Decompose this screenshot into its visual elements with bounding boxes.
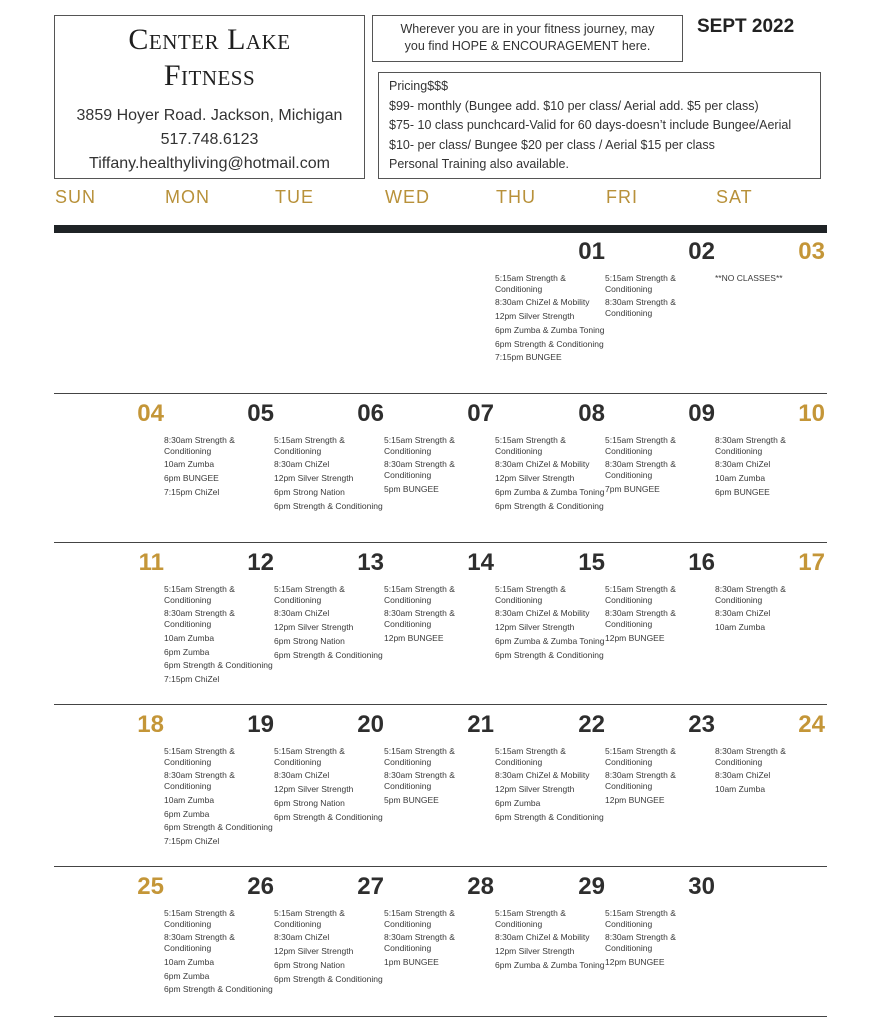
day-number: 22 [578,711,605,738]
class-list [605,908,715,971]
class-entry: 6pm Strength & Conditioning [164,660,273,671]
class-list [384,584,494,647]
day-number: 20 [357,711,384,738]
weekday-header-sat: SAT [716,187,753,207]
class-entry: 6pm Zumba & Zumba Toning [495,635,605,646]
class-entry: 7:15pm ChiZel [164,673,220,684]
class-entry: 5:15am Strength & Conditioning [274,584,345,605]
class-entry: 12pm Silver Strength [274,622,354,633]
class-entry: 12pm Silver Strength [274,473,354,484]
week-divider [54,542,827,543]
day-number: 29 [578,873,605,900]
class-entry: 8:30am ChiZel & Mobility [495,932,590,943]
day-number: 05 [247,400,274,427]
class-entry: 6pm Zumba [164,970,210,981]
class-entry: 6pm Zumba [164,808,210,819]
class-list [495,746,605,825]
class-entry: 5:15am Strength & Conditioning [605,584,676,605]
class-entry: 5pm BUNGEE [384,483,439,494]
pricing-line: $10- per class/ Bungee $20 per class / Aerial $15 per class [389,137,715,152]
class-entry: 6pm Zumba [495,797,541,808]
class-entry: 8:30am ChiZel & Mobility [495,770,590,781]
class-entry: 12pm Silver Strength [274,946,354,957]
class-entry: **NO CLASSES** [715,273,783,283]
class-entry: 5:15am Strength & Conditioning [384,435,455,456]
class-entry: 8:30am ChiZel [274,932,330,943]
class-entry: 7:15pm ChiZel [164,835,220,846]
class-list [605,435,715,498]
week-divider [54,866,827,867]
address: 3859 Hoyer Road. Jackson, Michigan [76,107,343,124]
class-entry: 5:15am Strength & Conditioning [605,908,676,929]
class-entry: 12pm Silver Strength [495,784,575,795]
class-entry: 10am Zumba [164,956,215,967]
pricing-box [378,72,821,179]
class-entry: 12pm Silver Strength [274,784,354,795]
class-entry: 8:30am Strength & Conditioning [164,770,235,792]
class-entry: 10am Zumba [715,622,766,633]
class-entry: 8:30am Strength & Conditioning [715,746,786,767]
day-number: 06 [357,400,384,427]
class-entry: 5:15am Strength & Conditioning [495,908,566,929]
class-entry: 5:15am Strength & Conditioning [495,584,566,605]
class-entry: 5:15am Strength & Conditioning [495,746,566,767]
class-entry: 5:15am Strength & Conditioning [164,584,235,605]
week-divider [54,1016,827,1017]
pricing-title: Pricing$$$ [389,79,449,93]
class-entry: 7:15pm ChiZel [164,486,220,497]
class-list [715,273,825,287]
class-entry: 6pm Strong Nation [274,797,345,808]
class-list [715,584,825,636]
class-entry: 5:15am Strength & Conditioning [495,273,566,294]
class-list [605,746,715,809]
class-list [605,273,715,322]
class-entry: 8:30am Strength & Conditioning [605,932,676,954]
day-number: 16 [688,549,715,576]
class-entry: 12pm BUNGEE [605,632,665,643]
class-entry: 8:30am ChiZel [274,770,330,781]
class-entry: 6pm Zumba [164,646,210,657]
day-number: 09 [688,400,715,427]
class-entry: 7pm BUNGEE [605,483,660,494]
class-list [384,908,494,971]
logo-contact-box [54,15,365,179]
weekday-header-thu: THU [496,187,536,207]
class-entry: 8:30am ChiZel [715,608,771,619]
day-number: 01 [578,238,605,265]
class-entry: 8:30am Strength & Conditioning [164,932,235,954]
day-number: 14 [467,549,494,576]
class-entry: 5:15am Strength & Conditioning [384,746,455,767]
class-entry: 10am Zumba [715,473,766,484]
email-address: Tiffany.healthyliving@hotmail.com [89,155,330,172]
class-list [715,435,825,501]
day-number: 27 [357,873,384,900]
day-number: 25 [137,873,164,900]
month-label: SEPT 2022 [697,16,795,37]
class-entry: 10am Zumba [164,632,215,643]
pricing-line: Personal Training also available. [389,157,569,171]
class-entry: 6pm Strength & Conditioning [274,649,383,660]
day-number: 30 [688,873,715,900]
logo-title-line1: Center Lake [128,23,291,56]
class-entry: 8:30am ChiZel & Mobility [495,297,590,308]
class-entry: 8:30am ChiZel & Mobility [495,608,590,619]
day-number: 08 [578,400,605,427]
day-number: 10 [798,400,825,427]
class-entry: 6pm Strength & Conditioning [495,811,604,822]
tagline-line1: Wherever you are in your fitness journey, may [400,22,655,36]
class-entry: 8:30am ChiZel [715,770,771,781]
class-entry: 10am Zumba [164,459,215,470]
class-entry: 8:30am ChiZel [715,459,771,470]
phone-number: 517.748.6123 [160,131,259,148]
class-list [495,584,605,663]
class-list [384,746,494,809]
class-entry: 8:30am Strength & Conditioning [384,770,455,792]
class-entry: 5:15am Strength & Conditioning [274,908,345,929]
class-entry: 6pm Strength & Conditioning [274,973,383,984]
class-entry: 6pm Zumba & Zumba Toning [495,486,605,497]
day-number: 07 [467,400,494,427]
class-list [605,584,715,647]
class-entry: 12pm Silver Strength [495,622,575,633]
week-divider [54,393,827,394]
weekday-header-sun: SUN [55,187,97,207]
class-list [164,746,274,850]
day-number: 12 [247,549,274,576]
day-number: 15 [578,549,605,576]
class-entry: 8:30am Strength & Conditioning [384,459,455,481]
class-list [274,908,384,987]
class-entry: 12pm BUNGEE [605,794,665,805]
class-entry: 6pm Strong Nation [274,959,345,970]
class-entry: 6pm Strong Nation [274,635,345,646]
class-entry: 12pm BUNGEE [384,632,444,643]
class-entry: 6pm Strength & Conditioning [274,811,383,822]
class-entry: 6pm BUNGEE [164,473,219,484]
week-divider [54,704,827,705]
class-entry: 6pm Strength & Conditioning [495,649,604,660]
class-list [715,746,825,798]
class-list [274,584,384,663]
day-number: 11 [138,549,164,576]
class-entry: 5:15am Strength & Conditioning [164,908,235,929]
class-entry: 6pm Strength & Conditioning [164,822,273,833]
day-number: 26 [247,873,274,900]
class-entry: 5:15am Strength & Conditioning [605,273,676,294]
pricing-line: $99- monthly (Bungee add. $10 per class/ Aerial add. $5 per class) [389,98,759,113]
class-entry: 5:15am Strength & Conditioning [164,746,235,767]
weekday-header-wed: WED [385,187,430,207]
class-entry: 6pm Strength & Conditioning [164,984,273,995]
class-entry: 8:30am Strength & Conditioning [384,608,455,630]
class-entry: 5pm BUNGEE [384,794,439,805]
class-entry: 6pm Zumba & Zumba Toning [495,959,605,970]
day-number: 04 [137,400,164,427]
class-entry: 8:30am Strength & Conditioning [384,932,455,954]
day-number: 13 [357,549,384,576]
class-entry: 12pm BUNGEE [605,956,665,967]
day-number: 18 [137,711,164,738]
class-entry: 12pm Silver Strength [495,311,575,322]
class-list [495,273,605,366]
class-entry: 8:30am ChiZel [274,459,330,470]
class-entry: 12pm Silver Strength [495,946,575,957]
class-entry: 8:30am Strength & Conditioning [605,459,676,481]
day-number: 28 [467,873,494,900]
class-entry: 6pm Zumba & Zumba Toning [495,324,605,335]
tagline-line2: you find HOPE & ENCOURAGEMENT here. [404,39,651,53]
pricing-line: $75- 10 class punchcard-Valid for 60 days-doesn’t include Bungee/Aerial [389,118,792,132]
class-entry: 8:30am Strength & Conditioning [605,770,676,792]
class-list [164,908,274,998]
class-list [164,584,274,688]
class-entry: 5:15am Strength & Conditioning [274,746,345,767]
class-entry: 12pm Silver Strength [495,473,575,484]
class-list [274,746,384,825]
class-entry: 8:30am Strength & Conditioning [715,435,786,456]
class-entry: 8:30am Strength & Conditioning [605,297,676,319]
day-number: 02 [688,238,715,265]
tagline-box [372,15,683,62]
class-entry: 6pm BUNGEE [715,486,770,497]
class-entry: 5:15am Strength & Conditioning [384,908,455,929]
day-number: 23 [688,711,715,738]
class-list [164,435,274,501]
day-number: 21 [467,711,494,738]
class-entry: 8:30am Strength & Conditioning [715,584,786,605]
class-entry: 10am Zumba [715,784,766,795]
class-entry: 10am Zumba [164,794,215,805]
calendar-header-bar [54,225,827,233]
day-number: 17 [798,549,825,576]
class-entry: 6pm Strength & Conditioning [495,500,604,511]
class-list [495,435,605,514]
class-entry: 5:15am Strength & Conditioning [384,584,455,605]
class-entry: 8:30am ChiZel [274,608,330,619]
class-entry: 5:15am Strength & Conditioning [274,435,345,456]
weekday-header-fri: FRI [606,187,638,207]
class-entry: 8:30am Strength & Conditioning [605,608,676,630]
class-entry: 7:15pm BUNGEE [495,352,562,363]
day-number: 03 [798,238,825,265]
class-entry: 6pm Strength & Conditioning [495,338,604,349]
weekday-header-mon: MON [165,187,210,207]
class-list [384,435,494,498]
day-number: 24 [798,711,825,738]
weekday-header-tue: TUE [275,187,314,207]
class-list [495,908,605,974]
class-entry: 5:15am Strength & Conditioning [495,435,566,456]
class-entry: 6pm Strong Nation [274,486,345,497]
day-number: 19 [247,711,274,738]
class-entry: 8:30am ChiZel & Mobility [495,459,590,470]
class-entry: 1pm BUNGEE [384,956,439,967]
class-entry: 5:15am Strength & Conditioning [605,746,676,767]
class-entry: 8:30am Strength & Conditioning [164,608,235,630]
class-entry: 5:15am Strength & Conditioning [605,435,676,456]
class-list [274,435,384,514]
class-entry: 8:30am Strength & Conditioning [164,435,235,456]
logo-title-line2: Fitness [163,59,256,92]
class-entry: 6pm Strength & Conditioning [274,500,383,511]
